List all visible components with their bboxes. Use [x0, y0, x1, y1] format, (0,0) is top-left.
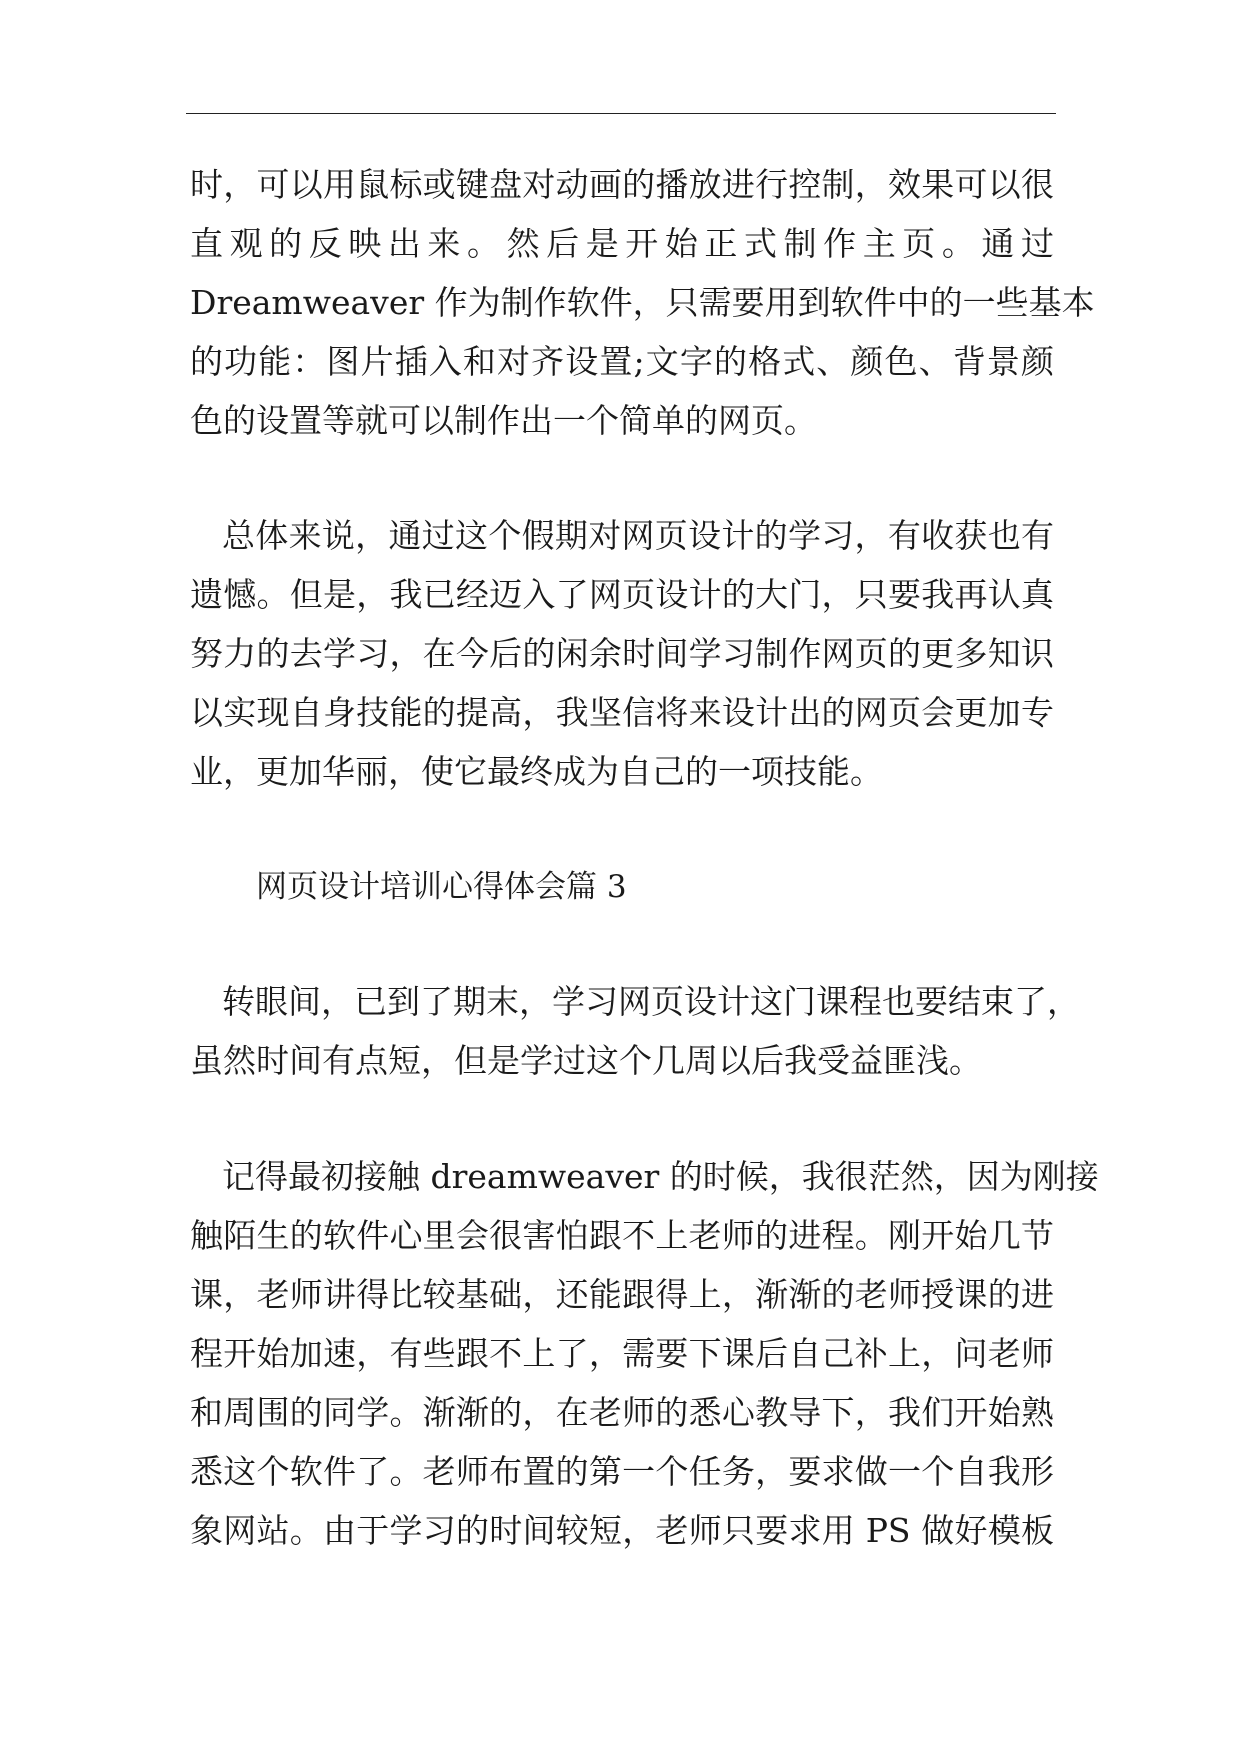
paragraph-4-line-2: 触陌生的软件心里会很害怕跟不上老师的进程。刚开始几节 — [190, 1216, 1054, 1255]
paragraph-2-line-5: 业，更加华丽，使它最终成为自己的一项技能。 — [190, 752, 883, 791]
paragraph-4-line-6: 悉这个软件了。老师布置的第一个任务，要求做一个自我形 — [190, 1452, 1054, 1491]
section-heading: 网页设计培训心得体会篇 3 — [256, 869, 627, 905]
paragraph-2-line-2: 遗憾。但是，我已经迈入了网页设计的大门，只要我再认真 — [190, 575, 1054, 614]
paragraph-1-line-1: 时，可以用鼠标或键盘对动画的播放进行控制，效果可以很 — [190, 165, 1054, 204]
paragraph-3-line-2: 虽然时间有点短，但是学过这个几周以后我受益匪浅。 — [190, 1041, 982, 1080]
paragraph-4-line-1: 记得最初接触 dreamweaver 的时候，我很茫然，因为刚接 — [222, 1157, 1099, 1196]
paragraph-1-line-4: 的功能：图片插入和对齐设置;文字的格式、颜色、背景颜 — [190, 342, 1054, 381]
header-rule — [186, 113, 1056, 114]
paragraph-4-line-5: 和周围的同学。渐渐的，在老师的悉心教导下，我们开始熟 — [190, 1393, 1054, 1432]
paragraph-1-line-5: 色的设置等就可以制作出一个简单的网页。 — [190, 401, 817, 440]
paragraph-4-line-3: 课，老师讲得比较基础，还能跟得上，渐渐的老师授课的进 — [190, 1275, 1054, 1314]
paragraph-4-line-4: 程开始加速，有些跟不上了，需要下课后自己补上，问老师 — [190, 1334, 1054, 1373]
paragraph-4-line-7: 象网站。由于学习的时间较短，老师只要求用 PS 做好模板 — [190, 1511, 1054, 1550]
paragraph-3-line-1: 转眼间，已到了期末，学习网页设计这门课程也要结束了， — [222, 982, 1080, 1021]
paragraph-2-line-4: 以实现自身技能的提高，我坚信将来设计出的网页会更加专 — [190, 693, 1054, 732]
paragraph-1-line-3: Dreamweaver 作为制作软件，只需要用到软件中的一些基本 — [190, 283, 1095, 322]
paragraph-2-line-1: 总体来说，通过这个假期对网页设计的学习，有收获也有 — [222, 516, 1054, 555]
paragraph-2-line-3: 努力的去学习，在今后的闲余时间学习制作网页的更多知识 — [190, 634, 1054, 673]
paragraph-1-line-2: 直观的反映出来。然后是开始正式制作主页。通过 — [190, 224, 1054, 263]
